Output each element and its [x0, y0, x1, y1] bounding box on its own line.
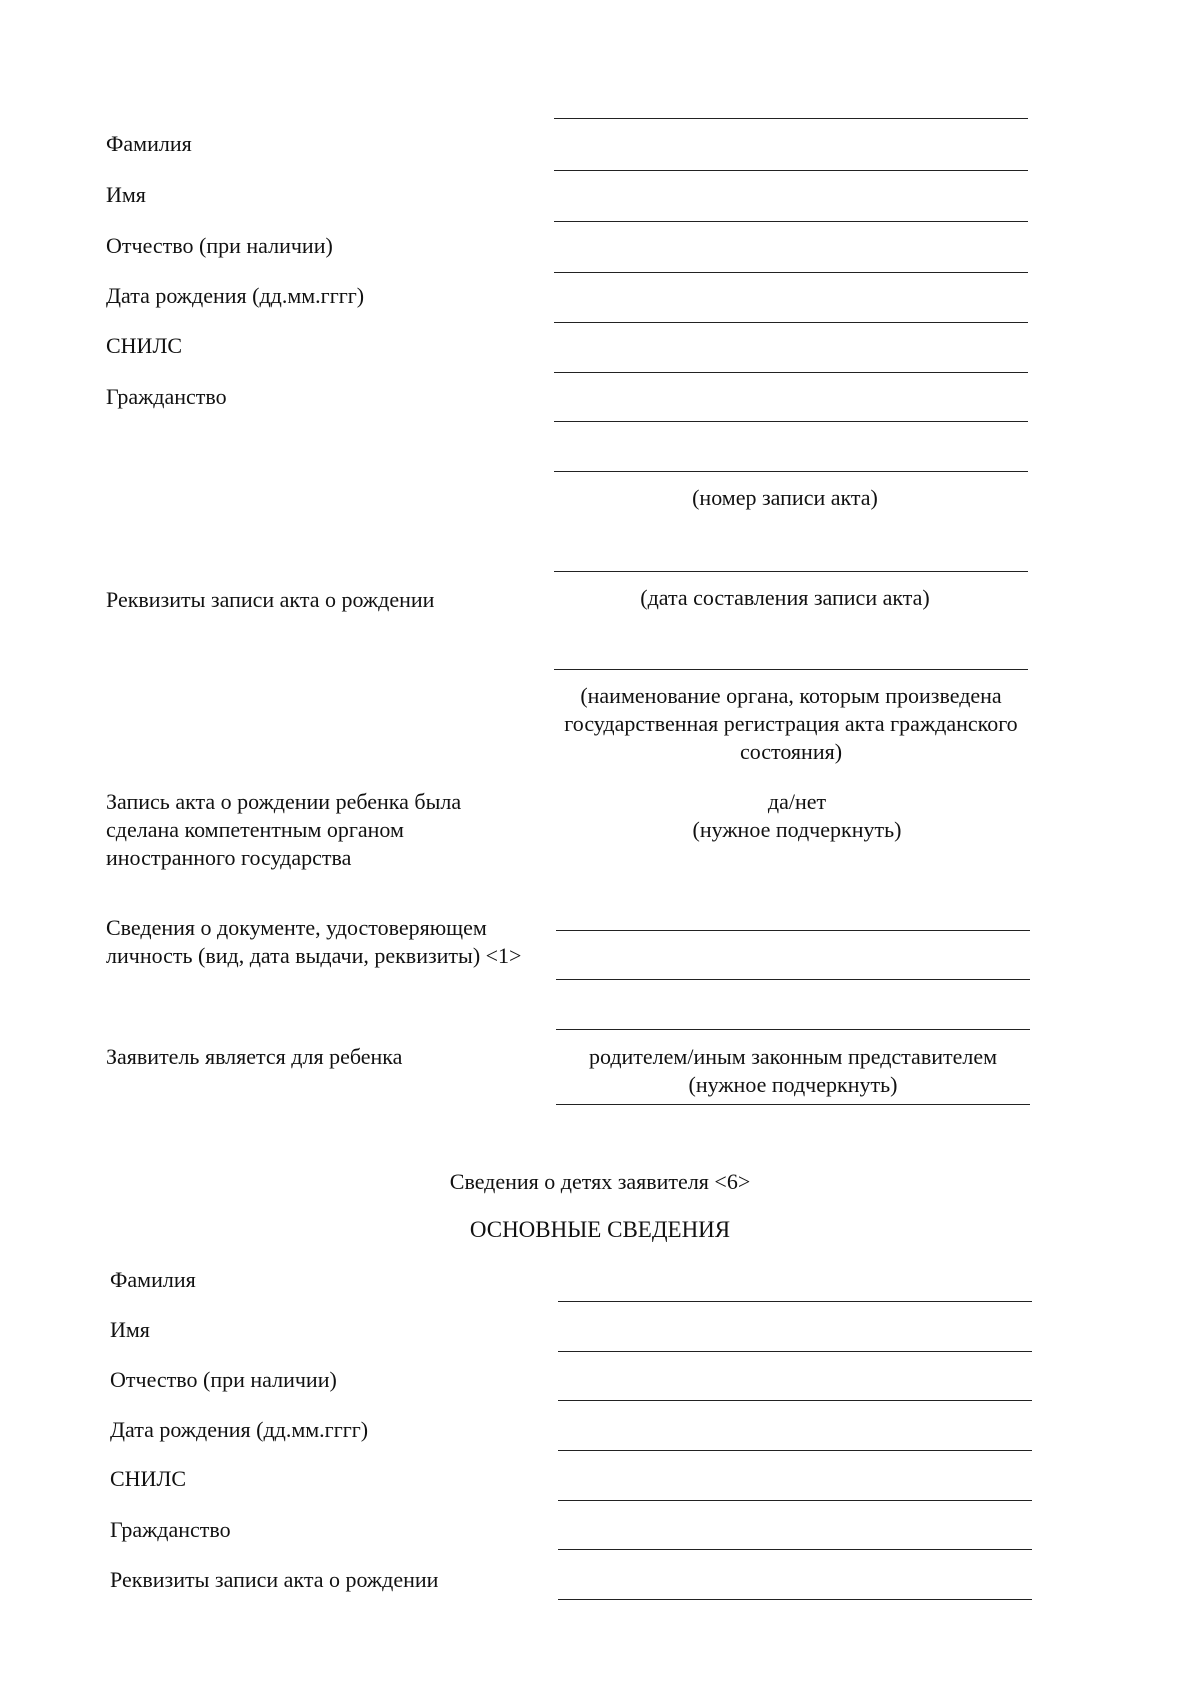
field-label-first-name: Имя: [106, 182, 146, 207]
child-field-label-first-name: Имя: [110, 1317, 150, 1342]
child-last-name-line[interactable]: [558, 1301, 1032, 1302]
child-field-label-citizenship: Гражданство: [110, 1517, 231, 1542]
field-label-snils: СНИЛС: [106, 333, 183, 358]
relation-line: [556, 1104, 1030, 1105]
field-label-last-name: Фамилия: [106, 131, 192, 156]
identity-doc-line-1[interactable]: [556, 930, 1030, 931]
identity-doc-line-3[interactable]: [556, 1029, 1030, 1030]
record-number-line[interactable]: [554, 471, 1028, 472]
foreign-record-hint: (нужное подчеркнуть): [692, 817, 902, 842]
birth-record-label: Реквизиты записи акта о рождении: [106, 587, 435, 612]
relation-label: Заявитель является для ребенка: [106, 1044, 403, 1069]
authority-hint: (наименование органа, которым произведена государственная регистрация акта гражданского состояния): [564, 683, 1018, 764]
field-label-citizenship: Гражданство: [106, 384, 227, 409]
children-section-subtitle: ОСНОВНЫЕ СВЕДЕНИЯ: [469, 1217, 731, 1242]
child-patronymic-line[interactable]: [558, 1400, 1032, 1401]
snils-line[interactable]: [554, 372, 1028, 373]
child-field-label-patronymic: Отчество (при наличии): [110, 1367, 337, 1392]
child-field-label-birth-date: Дата рождения (дд.мм.гггг): [110, 1417, 369, 1442]
child-snils-line[interactable]: [558, 1500, 1032, 1501]
child-first-name-line[interactable]: [558, 1351, 1032, 1352]
last-name-line[interactable]: [554, 170, 1028, 171]
patronymic-line[interactable]: [554, 272, 1028, 273]
child-field-label-snils: СНИЛС: [110, 1466, 187, 1491]
child-birth-record-line[interactable]: [558, 1599, 1032, 1600]
child-birth-date-line[interactable]: [558, 1450, 1032, 1451]
record-date-line[interactable]: [554, 571, 1028, 572]
blank-line: [554, 118, 1028, 119]
foreign-record-label: Запись акта о рождении ребенка была сделана компетентным органом иностранного государства: [106, 789, 462, 870]
children-section-title: Сведения о детях заявителя <6>: [449, 1169, 751, 1194]
child-field-label-last-name: Фамилия: [110, 1267, 196, 1292]
relation-hint: (нужное подчеркнуть): [688, 1072, 898, 1097]
birth-date-line[interactable]: [554, 322, 1028, 323]
foreign-record-options[interactable]: да/нет: [767, 789, 827, 814]
field-label-birth-date: Дата рождения (дд.мм.гггг): [106, 283, 365, 308]
relation-options[interactable]: родителем/иным законным представителем: [588, 1044, 998, 1069]
first-name-line[interactable]: [554, 221, 1028, 222]
authority-line[interactable]: [554, 669, 1028, 670]
identity-doc-label: Сведения о документе, удостоверяющем личность (вид, дата выдачи, реквизиты) <1>: [106, 915, 522, 968]
record-date-hint: (дата составления записи акта): [640, 585, 930, 610]
record-number-hint: (номер записи акта): [692, 485, 878, 510]
citizenship-line[interactable]: [554, 421, 1028, 422]
field-label-patronymic: Отчество (при наличии): [106, 233, 333, 258]
child-citizenship-line[interactable]: [558, 1549, 1032, 1550]
identity-doc-line-2[interactable]: [556, 979, 1030, 980]
child-field-label-birth-record: Реквизиты записи акта о рождении: [110, 1567, 439, 1592]
